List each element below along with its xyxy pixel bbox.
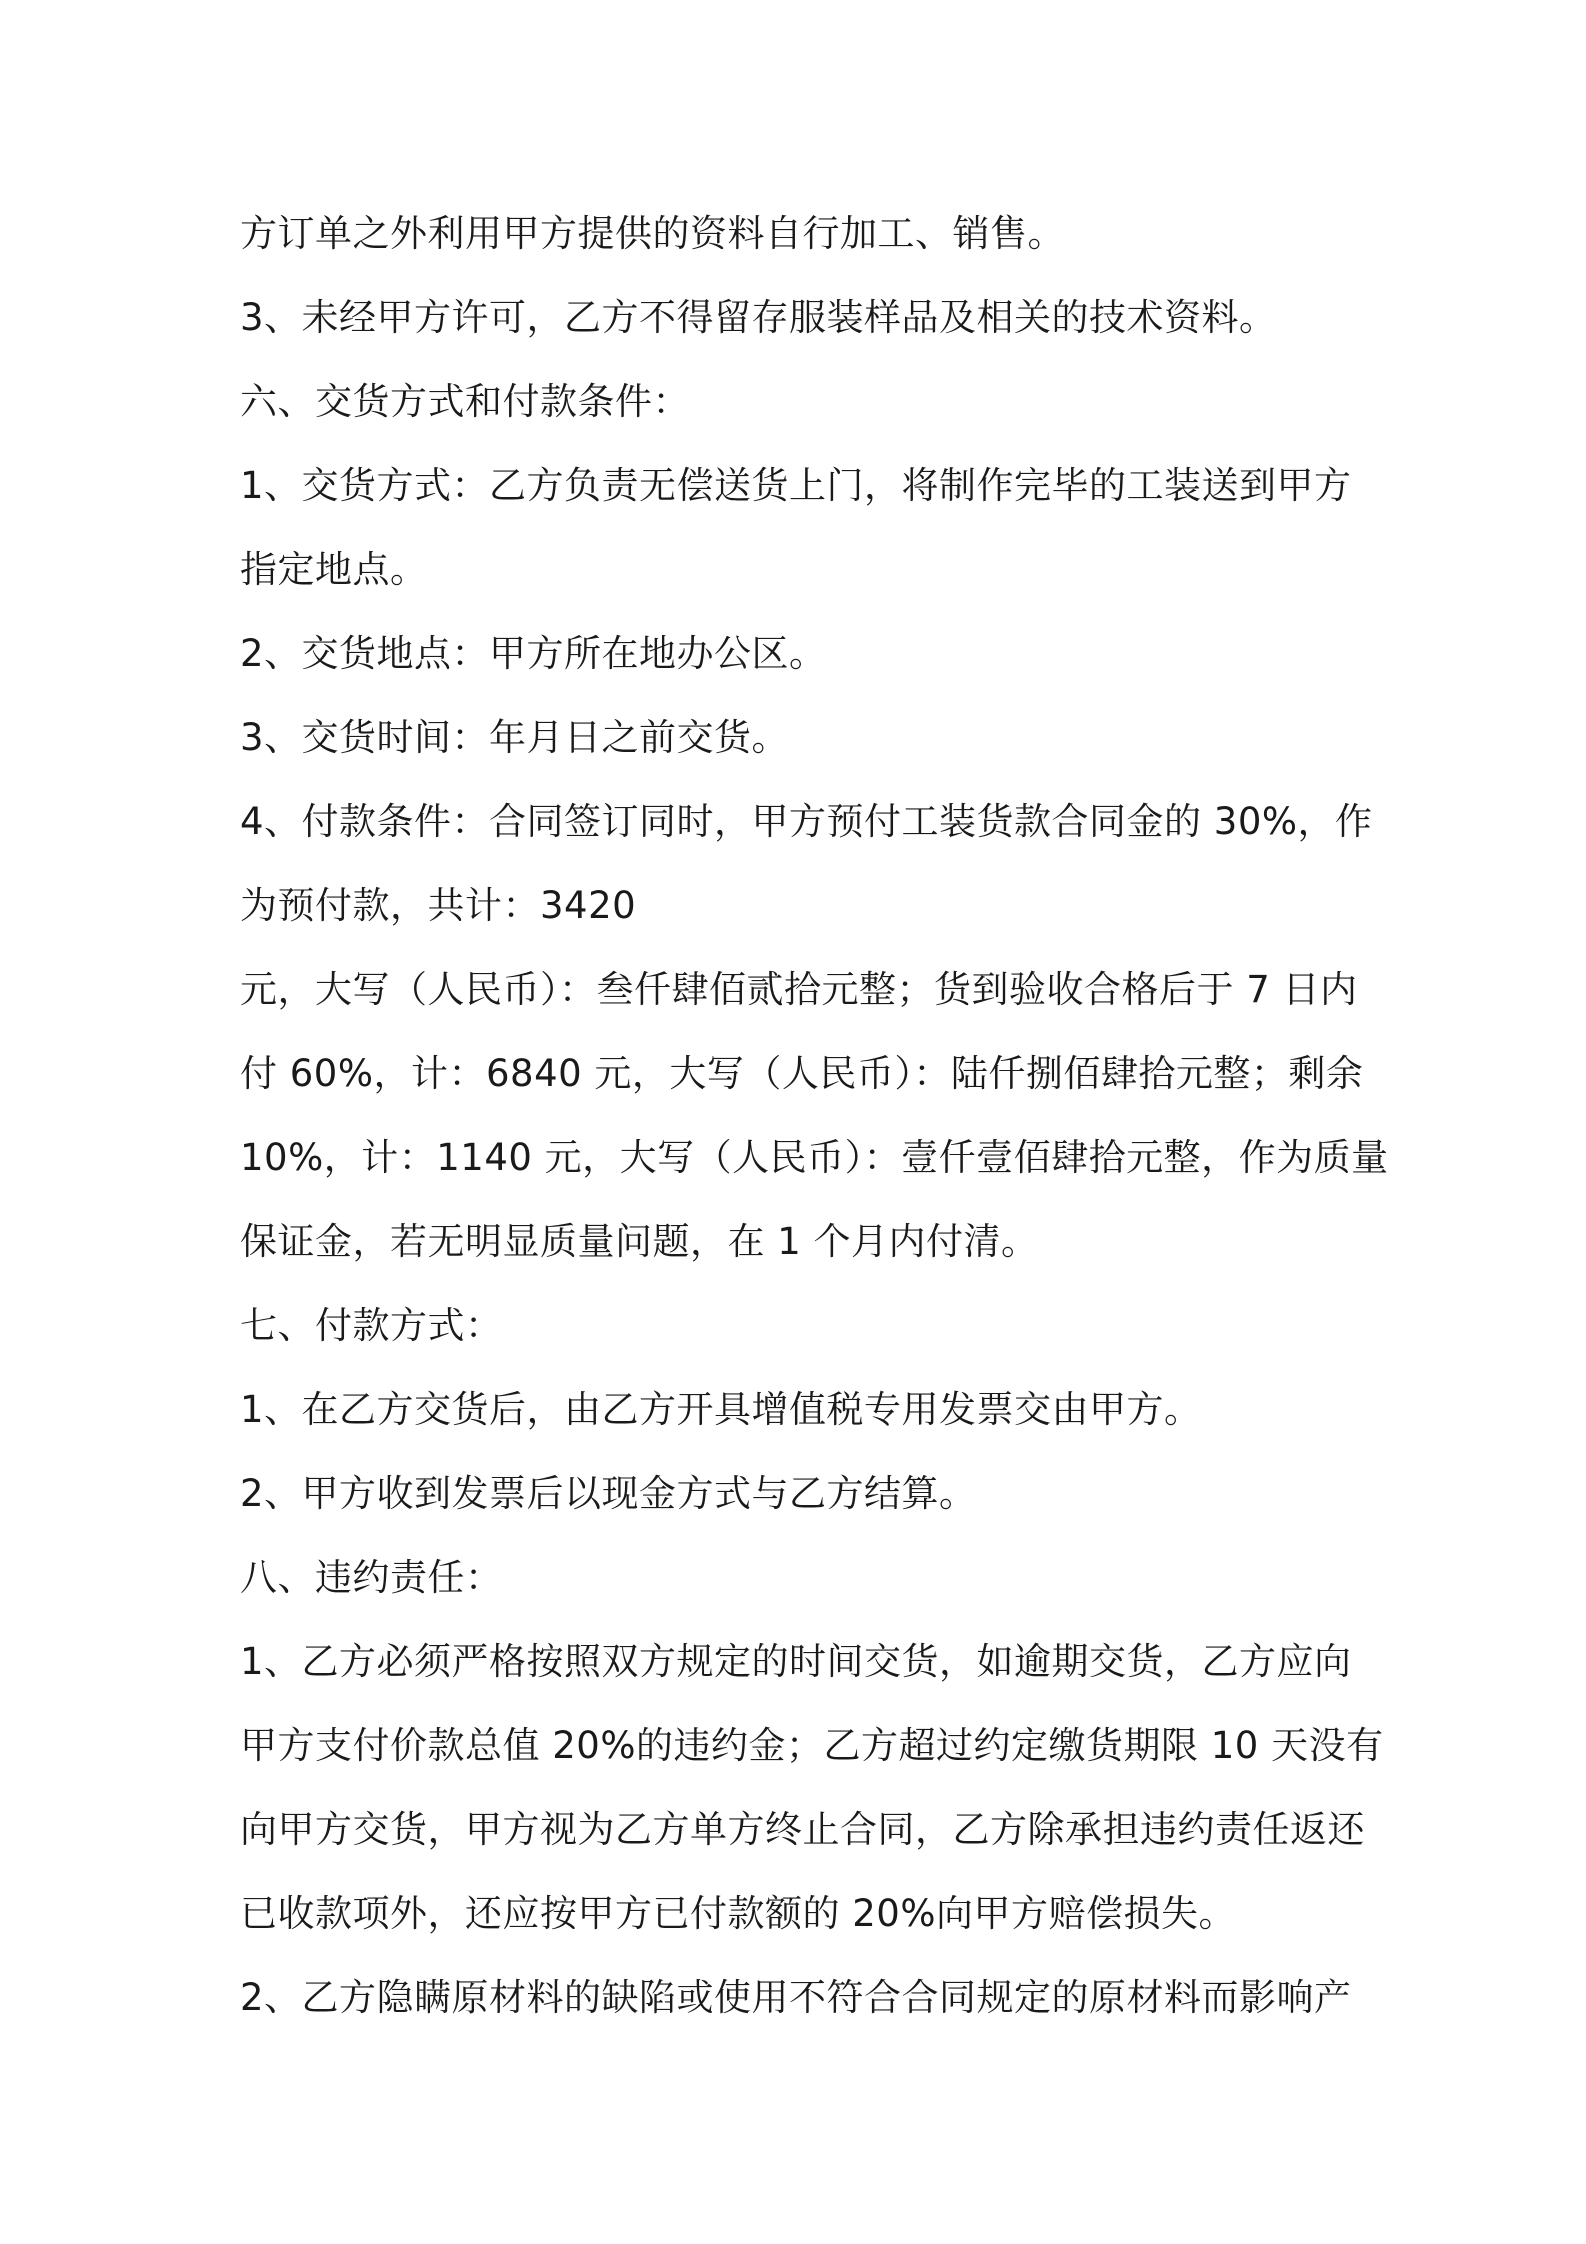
- text-line: 2、乙方隐瞒原材料的缺陷或使用不符合合同规定的原材料而影响产: [240, 1976, 1352, 2019]
- section-heading: 八、违约责任：: [240, 1556, 503, 1599]
- text-line: 已收款项外，还应按甲方已付款额的 20%向甲方赔偿损失。: [240, 1892, 1236, 1935]
- text-line: 付 60%，计：6840 元，大写（人民币）：陆仟捌佰肆拾元整；剩余: [240, 1052, 1364, 1095]
- text-line: 2、交货地点：甲方所在地办公区。: [240, 632, 827, 675]
- text-line: 方订单之外利用甲方提供的资料自行加工、销售。: [240, 212, 1065, 255]
- document-body: [240, 192, 1389, 2040]
- text-line: 元，大写（人民币）：叁仟肆佰贰拾元整；货到验收合格后于 7 日内: [240, 968, 1358, 1011]
- text-line: 2、甲方收到发票后以现金方式与乙方结算。: [240, 1472, 977, 1515]
- text-line: 1、交货方式：乙方负责无偿送货上门，将制作完毕的工装送到甲方: [240, 464, 1352, 507]
- text-line: 3、交货时间：年月日之前交货。: [240, 716, 790, 759]
- text-line: 10%，计：1140 元，大写（人民币）：壹仟壹佰肆拾元整，作为质量: [240, 1136, 1389, 1179]
- section-heading: 六、交货方式和付款条件：: [240, 380, 690, 423]
- text-line: 甲方支付价款总值 20%的违约金；乙方超过约定缴货期限 10 天没有: [240, 1724, 1384, 1767]
- text-line: 向甲方交货，甲方视为乙方单方终止合同，乙方除承担违约责任返还: [240, 1808, 1365, 1851]
- text-line: 1、乙方必须严格按照双方规定的时间交货，如逾期交货，乙方应向: [240, 1640, 1352, 1683]
- text-line: 为预付款，共计：3420: [240, 884, 637, 927]
- text-line: 3、未经甲方许可，乙方不得留存服装样品及相关的技术资料。: [240, 296, 1277, 339]
- text-line: 指定地点。: [240, 548, 428, 591]
- section-heading: 七、付款方式：: [240, 1304, 503, 1347]
- text-line: 4、付款条件：合同签订同时，甲方预付工装货款合同金的 30%，作: [240, 800, 1373, 843]
- text-line: 保证金，若无明显质量问题，在 1 个月内付清。: [240, 1220, 1039, 1263]
- text-line: 1、在乙方交货后，由乙方开具增值税专用发票交由甲方。: [240, 1388, 1202, 1431]
